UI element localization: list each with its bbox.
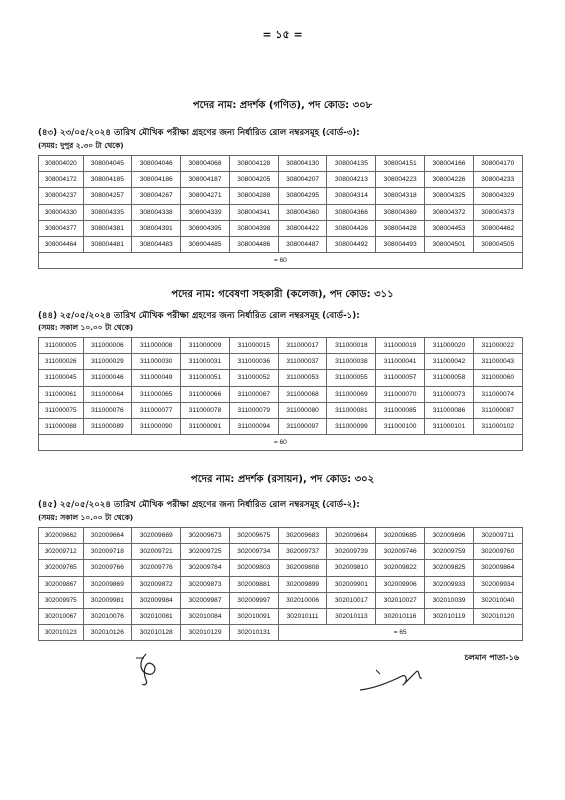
roll-number-cell: 311000052	[229, 370, 278, 386]
roll-number-cell: 302009765	[39, 560, 84, 576]
roll-number-cell: 311000064	[83, 386, 132, 402]
roll-number-cell: 311000053	[278, 370, 327, 386]
roll-number-cell: 311000100	[376, 419, 425, 435]
roll-number-cell: 302010126	[83, 625, 132, 641]
roll-number-cell: 302009984	[132, 592, 181, 608]
roll-number-cell: 302010116	[376, 609, 425, 625]
roll-number-cell: 302009664	[83, 528, 132, 544]
total-row	[39, 253, 523, 269]
roll-number-cell: 311000068	[278, 386, 327, 402]
table-row	[39, 370, 523, 386]
roll-number-cell: 308004360	[278, 204, 327, 220]
roll-number-cell: 302010067	[39, 609, 84, 625]
roll-number-cell: 311000015	[229, 338, 278, 354]
roll-number-cell: 308004501	[425, 237, 474, 253]
roll-number-cell: 311000017	[278, 338, 327, 354]
roll-number-cell: 311000036	[229, 354, 278, 370]
table-row	[39, 188, 523, 204]
interview-notice-board-3: (৪৩) ২৩/০৫/২০২৪ তারিখ মৌখিক পরীক্ষা গ্রহণের জন্য নির্ধারিত রোল নম্বরসমূহ (বোর্ড-৩):	[38, 128, 360, 138]
roll-number-cell: 302010006	[278, 592, 327, 608]
roll-number-cell: 302009997	[229, 592, 278, 608]
roll-table-302	[38, 527, 523, 641]
roll-number-cell: 311000008	[132, 338, 181, 354]
roll-number-cell: 308004505	[473, 237, 522, 253]
roll-number-cell: 308004187	[181, 172, 230, 188]
roll-number-cell: 311000037	[278, 354, 327, 370]
roll-number-cell: 311000075	[39, 402, 84, 418]
roll-number-cell: 308004207	[278, 172, 327, 188]
roll-number-cell: 302009867	[39, 576, 84, 592]
roll-number-cell: 311000009	[181, 338, 230, 354]
roll-number-cell: 311000091	[181, 419, 230, 435]
roll-number-cell: 311000087	[473, 402, 522, 418]
roll-number-cell: 308004185	[83, 172, 132, 188]
roll-number-cell: 311000073	[425, 386, 474, 402]
roll-number-cell: 308004335	[83, 204, 132, 220]
roll-number-cell: 311000051	[181, 370, 230, 386]
roll-number-cell: 311000038	[327, 354, 376, 370]
table-row	[39, 172, 523, 188]
roll-number-cell: 308004487	[278, 237, 327, 253]
table-row	[39, 576, 523, 592]
roll-number-cell: 308004486	[229, 237, 278, 253]
roll-number-cell: 311000045	[39, 370, 84, 386]
roll-number-cell: 308004462	[473, 220, 522, 236]
roll-number-cell: 311000060	[473, 370, 522, 386]
roll-number-cell: 308004130	[278, 156, 327, 172]
roll-number-cell: 302009662	[39, 528, 84, 544]
roll-number-cell: 308004318	[376, 188, 425, 204]
roll-number-cell: 311000041	[376, 354, 425, 370]
roll-number-cell: 302009685	[376, 528, 425, 544]
roll-number-cell: 311000077	[132, 402, 181, 418]
table-row	[39, 338, 523, 354]
roll-number-cell: 302009684	[327, 528, 376, 544]
interview-notice-board-2: (৪৫) ২৫/০৫/২০২৪ তারিখ মৌখিক পরীক্ষা গ্রহণের জন্য নির্ধারিত রোল নম্বরসমূহ (বোর্ড-২):	[38, 500, 360, 510]
roll-number-cell: 302009712	[39, 544, 84, 560]
roll-number-cell: 308004223	[376, 172, 425, 188]
roll-number-cell: 308004373	[473, 204, 522, 220]
roll-number-cell: 302009776	[132, 560, 181, 576]
roll-number-cell: 302010017	[327, 592, 376, 608]
roll-number-cell: 302009872	[132, 576, 181, 592]
roll-number-cell: 308004377	[39, 220, 84, 236]
roll-number-cell: 308004339	[181, 204, 230, 220]
roll-number-cell: 302009673	[181, 528, 230, 544]
roll-number-cell: 302010084	[181, 609, 230, 625]
roll-number-cell: 308004267	[132, 188, 181, 204]
roll-number-cell: 311000046	[83, 370, 132, 386]
post-title-mathematics: পদের নাম: প্রদর্শক (গণিত), পদ কোড: ৩০৮	[192, 100, 373, 111]
roll-number-cell: 302009683	[278, 528, 327, 544]
total-count: = 60	[39, 435, 523, 451]
roll-number-cell: 311000079	[229, 402, 278, 418]
roll-number-cell: 308004330	[39, 204, 84, 220]
roll-number-cell: 302009696	[425, 528, 474, 544]
roll-number-cell: 311000101	[425, 419, 474, 435]
roll-number-cell: 308004341	[229, 204, 278, 220]
roll-number-cell: 302010076	[83, 609, 132, 625]
table-row	[39, 402, 523, 418]
roll-number-cell: 308004391	[132, 220, 181, 236]
table-row	[39, 354, 523, 370]
post-title-research-assistant: পদের নাম: গবেষণা সহকারী (কলেজ), পদ কোড: ৩১১	[171, 289, 394, 300]
roll-number-cell: 302010120	[473, 609, 522, 625]
roll-number-cell: 311000102	[473, 419, 522, 435]
roll-number-cell: 308004288	[229, 188, 278, 204]
page-number: = ১৫ =	[262, 28, 303, 41]
interview-time: (সময়: সকাল ১০.০০ টা থেকে)	[38, 323, 134, 332]
roll-number-cell: 302010027	[376, 592, 425, 608]
roll-number-cell: 311000026	[39, 354, 84, 370]
roll-number-cell: 308004226	[425, 172, 474, 188]
roll-number-cell: 302009711	[473, 528, 522, 544]
roll-number-cell: 308004295	[278, 188, 327, 204]
roll-number-cell: 311000005	[39, 338, 84, 354]
roll-number-cell: 308004271	[181, 188, 230, 204]
roll-number-cell: 302009760	[473, 544, 522, 560]
table-row	[39, 528, 523, 544]
roll-number-cell: 311000069	[327, 386, 376, 402]
roll-number-cell: 302009669	[132, 528, 181, 544]
roll-number-cell: 302010123	[39, 625, 84, 641]
roll-number-cell: 302009725	[181, 544, 230, 560]
roll-number-cell: 302009975	[39, 592, 84, 608]
roll-number-cell: 308004492	[327, 237, 376, 253]
roll-number-cell: 311000094	[229, 419, 278, 435]
total-row	[39, 435, 523, 451]
roll-number-cell: 311000049	[132, 370, 181, 386]
total-count: = 60	[39, 253, 523, 269]
roll-number-cell: 311000065	[132, 386, 181, 402]
roll-number-cell: 302009759	[425, 544, 474, 560]
roll-number-cell: 308004020	[39, 156, 84, 172]
roll-number-cell: 308004151	[376, 156, 425, 172]
roll-number-cell: 311000089	[83, 419, 132, 435]
roll-number-cell: 308004205	[229, 172, 278, 188]
roll-number-cell: 311000076	[83, 402, 132, 418]
roll-number-cell: 311000019	[376, 338, 425, 354]
roll-number-cell: 302009675	[229, 528, 278, 544]
roll-number-cell: 311000080	[278, 402, 327, 418]
roll-number-cell: 302009808	[278, 560, 327, 576]
roll-number-cell: 308004398	[229, 220, 278, 236]
roll-number-cell: 308004314	[327, 188, 376, 204]
roll-table-308	[38, 155, 523, 269]
roll-number-cell: 302009734	[229, 544, 278, 560]
roll-number-cell: 302009987	[181, 592, 230, 608]
roll-number-cell: 302009822	[376, 560, 425, 576]
roll-number-cell: 308004369	[376, 204, 425, 220]
roll-number-cell: 302009873	[181, 576, 230, 592]
roll-number-cell: 308004428	[376, 220, 425, 236]
interview-time: (সময়: সকাল ১০.০০ টা থেকে)	[38, 513, 134, 522]
roll-number-cell: 302010129	[181, 625, 230, 641]
roll-number-cell: 311000067	[229, 386, 278, 402]
roll-number-cell: 302009899	[278, 576, 327, 592]
roll-number-cell: 302010111	[278, 609, 327, 625]
roll-number-cell: 302009869	[83, 576, 132, 592]
signature-right	[356, 660, 436, 700]
roll-number-cell: 302009901	[327, 576, 376, 592]
roll-number-cell: 308004045	[83, 156, 132, 172]
roll-number-cell: 302009718	[83, 544, 132, 560]
roll-number-cell: 311000058	[425, 370, 474, 386]
table-row	[39, 204, 523, 220]
roll-number-cell: 311000066	[181, 386, 230, 402]
roll-number-cell: 308004381	[83, 220, 132, 236]
roll-number-cell: 308004422	[278, 220, 327, 236]
roll-number-cell: 311000090	[132, 419, 181, 435]
roll-number-cell: 302009721	[132, 544, 181, 560]
roll-number-cell: 311000085	[376, 402, 425, 418]
signature-left	[130, 650, 170, 690]
roll-number-cell: 302009825	[425, 560, 474, 576]
roll-number-cell: 302010119	[425, 609, 474, 625]
roll-number-cell: 308004325	[425, 188, 474, 204]
roll-number-cell: 302010128	[132, 625, 181, 641]
roll-number-cell: 302009803	[229, 560, 278, 576]
roll-number-cell: 302009933	[425, 576, 474, 592]
roll-number-cell: 308004493	[376, 237, 425, 253]
roll-number-cell: 311000042	[425, 354, 474, 370]
roll-number-cell: 308004481	[83, 237, 132, 253]
roll-number-cell: 308004338	[132, 204, 181, 220]
table-row	[39, 544, 523, 560]
roll-number-cell: 311000031	[181, 354, 230, 370]
roll-number-cell: 302010081	[132, 609, 181, 625]
total-count: = 65	[278, 625, 522, 641]
roll-number-cell: 308004135	[327, 156, 376, 172]
roll-number-cell: 302010113	[327, 609, 376, 625]
roll-number-cell: 308004046	[132, 156, 181, 172]
roll-number-cell: 308004372	[425, 204, 474, 220]
roll-number-cell: 302009934	[473, 576, 522, 592]
roll-number-cell: 302009746	[376, 544, 425, 560]
roll-number-cell: 308004453	[425, 220, 474, 236]
roll-number-cell: 308004128	[229, 156, 278, 172]
roll-number-cell: 311000099	[327, 419, 376, 435]
roll-number-cell: 311000020	[425, 338, 474, 354]
roll-number-cell: 302010040	[473, 592, 522, 608]
roll-number-cell: 311000097	[278, 419, 327, 435]
continued-page-note: চলমান পাতা-১৬	[464, 653, 519, 662]
roll-number-cell: 302009737	[278, 544, 327, 560]
roll-number-cell: 302009784	[181, 560, 230, 576]
roll-number-cell: 308004426	[327, 220, 376, 236]
roll-number-cell: 308004170	[473, 156, 522, 172]
table-row	[39, 625, 523, 641]
roll-number-cell: 308004068	[181, 156, 230, 172]
roll-number-cell: 311000078	[181, 402, 230, 418]
roll-number-cell: 308004395	[181, 220, 230, 236]
roll-number-cell: 311000055	[327, 370, 376, 386]
table-row	[39, 592, 523, 608]
roll-number-cell: 302009766	[83, 560, 132, 576]
roll-number-cell: 311000070	[376, 386, 425, 402]
roll-number-cell: 302009864	[473, 560, 522, 576]
roll-table-311	[38, 337, 523, 451]
table-row	[39, 609, 523, 625]
roll-number-cell: 302010131	[229, 625, 278, 641]
roll-number-cell: 302010039	[425, 592, 474, 608]
roll-number-cell: 308004237	[39, 188, 84, 204]
roll-number-cell: 311000074	[473, 386, 522, 402]
roll-number-cell: 308004166	[425, 156, 474, 172]
table-row	[39, 419, 523, 435]
roll-number-cell: 302009981	[83, 592, 132, 608]
table-row	[39, 560, 523, 576]
post-title-chemistry: পদের নাম: প্রদর্শক (রসায়ন), পদ কোড: ৩০২	[190, 474, 375, 485]
roll-number-cell: 308004485	[181, 237, 230, 253]
roll-number-cell: 308004366	[327, 204, 376, 220]
roll-number-cell: 311000029	[83, 354, 132, 370]
interview-notice-board-1: (৪৪) ২৫/০৫/২০২৪ তারিখ মৌখিক পরীক্ষা গ্রহণের জন্য নির্ধারিত রোল নম্বরসমূহ (বোর্ড-১):	[38, 311, 360, 321]
table-row	[39, 220, 523, 236]
roll-number-cell: 308004213	[327, 172, 376, 188]
roll-number-cell: 311000006	[83, 338, 132, 354]
roll-number-cell: 302009810	[327, 560, 376, 576]
roll-number-cell: 302009881	[229, 576, 278, 592]
roll-number-cell: 302009739	[327, 544, 376, 560]
roll-number-cell: 308004233	[473, 172, 522, 188]
table-row	[39, 237, 523, 253]
interview-time: (সময়: দুপুর ২.৩০ টা থেকে)	[38, 141, 124, 150]
table-row	[39, 156, 523, 172]
roll-number-cell: 308004172	[39, 172, 84, 188]
table-row	[39, 386, 523, 402]
roll-number-cell: 311000081	[327, 402, 376, 418]
roll-number-cell: 302009906	[376, 576, 425, 592]
roll-number-cell: 311000088	[39, 419, 84, 435]
roll-number-cell: 311000086	[425, 402, 474, 418]
roll-number-cell: 311000030	[132, 354, 181, 370]
roll-number-cell: 311000061	[39, 386, 84, 402]
roll-number-cell: 308004186	[132, 172, 181, 188]
roll-number-cell: 308004257	[83, 188, 132, 204]
roll-number-cell: 311000018	[327, 338, 376, 354]
roll-number-cell: 311000022	[473, 338, 522, 354]
roll-number-cell: 302010091	[229, 609, 278, 625]
roll-number-cell: 311000043	[473, 354, 522, 370]
roll-number-cell: 311000057	[376, 370, 425, 386]
roll-number-cell: 308004329	[473, 188, 522, 204]
roll-number-cell: 308004464	[39, 237, 84, 253]
roll-number-cell: 308004483	[132, 237, 181, 253]
